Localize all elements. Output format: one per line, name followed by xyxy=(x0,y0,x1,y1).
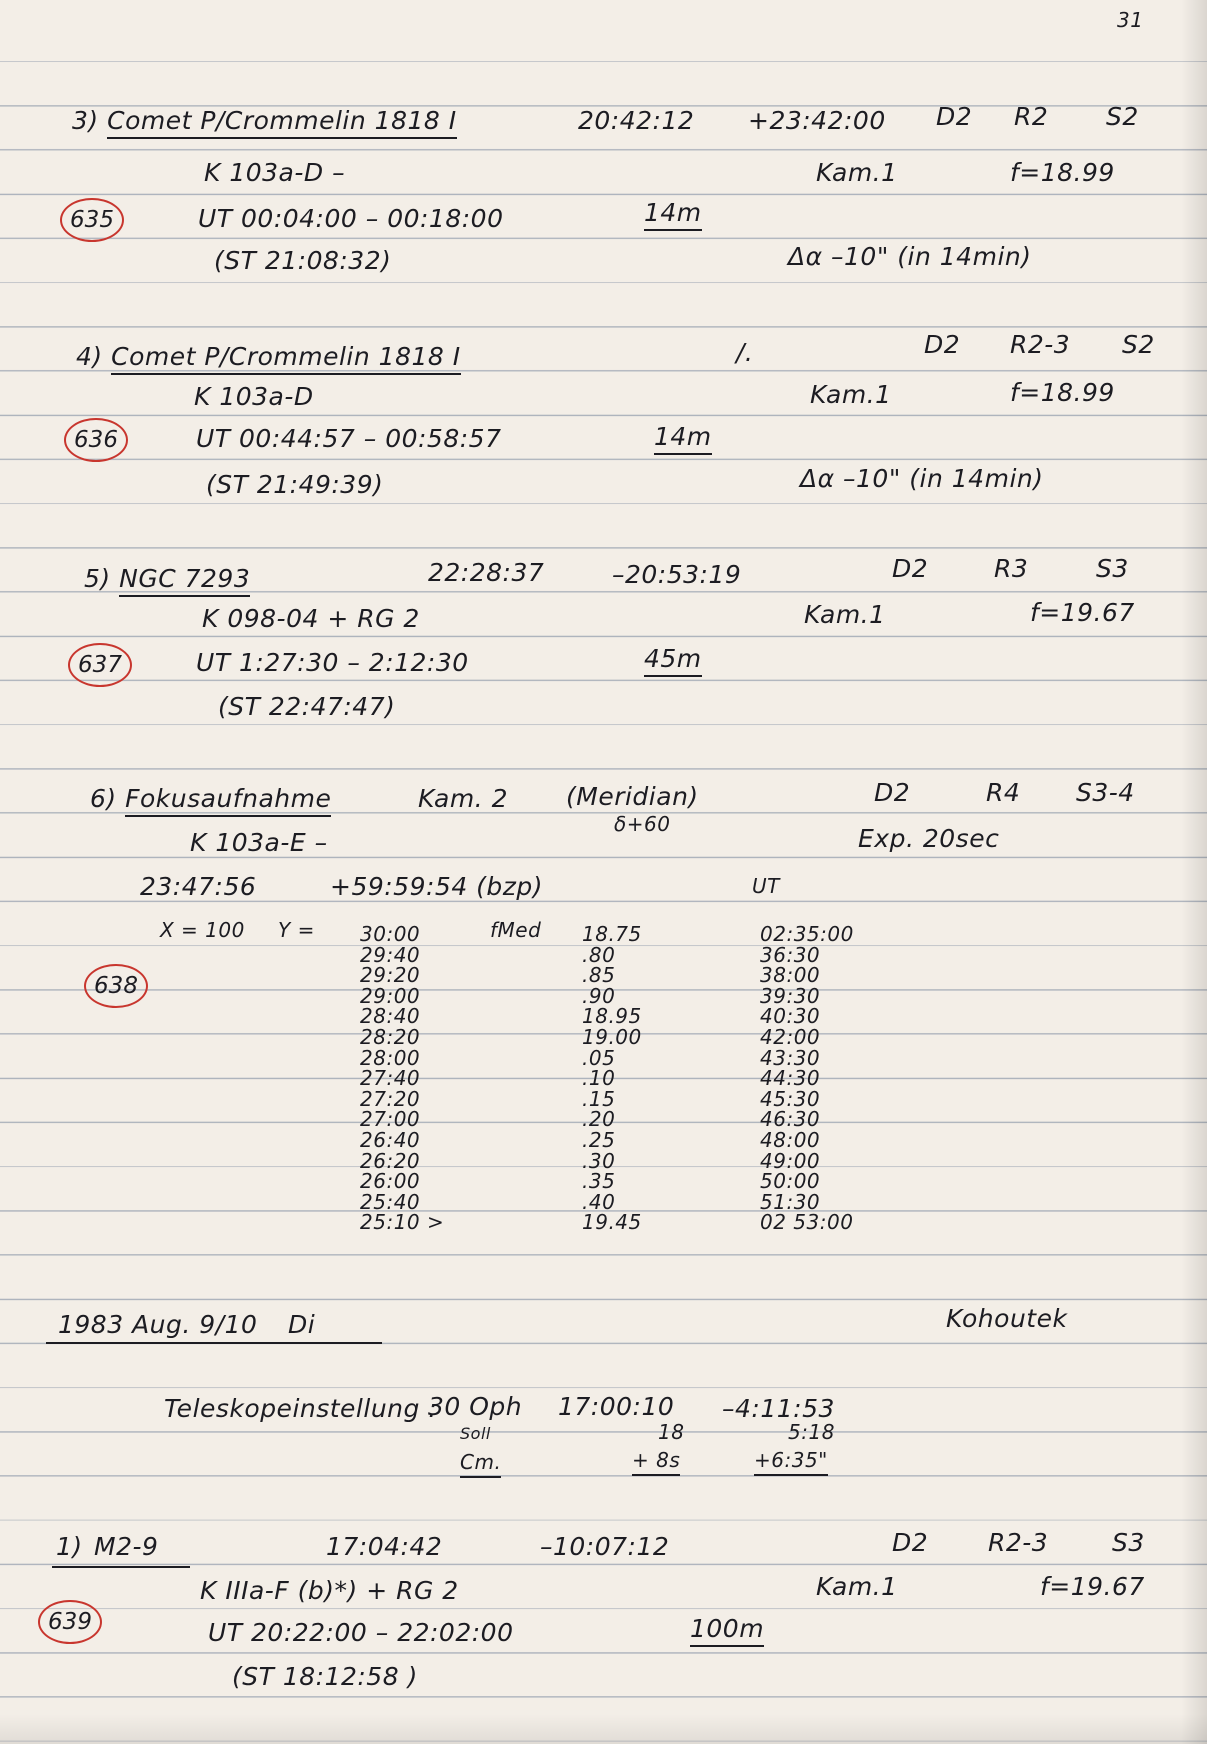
camera: Kam.1 xyxy=(804,600,886,629)
rating-s: S3 xyxy=(1096,554,1129,583)
exposure-note: Exp. 20sec xyxy=(858,824,1000,853)
rating-s: S2 xyxy=(1106,102,1139,131)
plate: K 103a-D – xyxy=(204,158,346,187)
focus-row-y: 29:40 xyxy=(360,943,421,967)
focus-row-value: .15 xyxy=(582,1087,616,1111)
setting-dec-corr: +6:35" xyxy=(754,1450,828,1470)
focus-row-value: 18.95 xyxy=(582,1004,642,1028)
focus-row-ut: 51:30 xyxy=(760,1190,821,1214)
plate: K IIIa-F (b)*) + RG 2 xyxy=(200,1576,459,1605)
focus-row-y: 25:40 xyxy=(360,1190,421,1214)
focus-row-y: 29:20 xyxy=(360,963,421,987)
entry-heading xyxy=(90,786,331,811)
plate-number-circle: 638 xyxy=(84,964,148,1008)
focus-row-value: .90 xyxy=(582,984,616,1008)
sidereal-time: (ST 21:49:39) xyxy=(206,470,384,499)
date-underline xyxy=(46,1342,382,1344)
rating-s: S2 xyxy=(1122,330,1155,359)
exposure: 100m xyxy=(690,1616,764,1641)
object-underline xyxy=(52,1566,190,1568)
ut-range: UT 00:04:00 – 00:18:00 xyxy=(198,204,504,233)
exposure: 14m xyxy=(644,200,702,225)
delta-note: δ+60 xyxy=(614,812,671,836)
focus-row-y: 26:40 xyxy=(360,1128,421,1152)
focus-row-ut: 39:30 xyxy=(760,984,821,1008)
focus-row-y: 25:10 > xyxy=(360,1210,445,1234)
plate-number-circle: 639 xyxy=(38,1600,102,1644)
y-label: Y = xyxy=(278,918,315,942)
focus-row-ut: 50:00 xyxy=(760,1169,821,1193)
focus-row-value: .35 xyxy=(582,1169,616,1193)
focus-row-y: 30:00 xyxy=(360,922,421,946)
focus-row-value: .80 xyxy=(582,943,616,967)
exposure: 45m xyxy=(644,646,702,671)
camera: Kam.1 xyxy=(810,380,892,409)
setting-ra-corr: + 8s xyxy=(632,1450,680,1470)
focus-row-y: 27:00 xyxy=(360,1107,421,1131)
camera: Kam.1 xyxy=(816,158,898,187)
rating-d: D2 xyxy=(924,330,961,359)
entry-heading xyxy=(72,108,457,133)
ra: 20:42:12 xyxy=(578,106,695,135)
rating-s: S3-4 xyxy=(1076,778,1135,807)
setting-ra: 17:00:10 xyxy=(558,1392,675,1421)
focus-row-value: 19.45 xyxy=(582,1210,642,1234)
focus-header: fMed xyxy=(490,918,542,942)
x-value: X = 100 xyxy=(160,918,245,942)
drift-note: Δα –10" (in 14min) xyxy=(800,464,1044,493)
plate: K 098-04 + RG 2 xyxy=(202,604,420,633)
entry-heading xyxy=(76,344,461,369)
dec: –10:07:12 xyxy=(540,1532,670,1561)
setting-ra-diff: 18 xyxy=(658,1420,685,1444)
focus-row-y: 29:00 xyxy=(360,984,421,1008)
observer-name: Kohoutek xyxy=(946,1304,1068,1333)
dec: +23:42:00 xyxy=(748,106,886,135)
focus: f=18.99 xyxy=(1010,158,1115,187)
focus: f=18.99 xyxy=(1010,378,1115,407)
focus-row-y: 26:00 xyxy=(360,1169,421,1193)
rating-d: D2 xyxy=(936,102,973,131)
setting-label: Teleskopeinstellung : xyxy=(164,1394,438,1423)
entry-number: 3) xyxy=(72,106,99,135)
ut-range: UT 00:44:57 – 00:58:57 xyxy=(196,424,502,453)
rating-s: S3 xyxy=(1112,1528,1145,1557)
camera: Kam.1 xyxy=(816,1572,898,1601)
ut-header: UT xyxy=(752,874,780,898)
focus-row-value: .20 xyxy=(582,1107,616,1131)
drift-note: Δα –10" (in 14min) xyxy=(788,242,1032,271)
setting-dec-diff: 5:18 xyxy=(788,1420,835,1444)
sidereal-time: (ST 21:08:32) xyxy=(214,246,392,275)
object-name: NGC 7293 xyxy=(119,564,250,597)
rating-r: R3 xyxy=(994,554,1029,583)
sidereal-time: (ST 22:47:47) xyxy=(218,692,396,721)
focus-row-ut: 42:00 xyxy=(760,1025,821,1049)
entry-number: 6) xyxy=(90,784,117,813)
focus-row-value: .10 xyxy=(582,1066,616,1090)
dec: –20:53:19 xyxy=(612,560,742,589)
focus-row-value: .25 xyxy=(582,1128,616,1152)
setting-soll: Soll xyxy=(460,1424,491,1443)
entry-number: 1) xyxy=(56,1532,83,1561)
focus: f=19.67 xyxy=(1030,598,1135,627)
focus-row-ut: 36:30 xyxy=(760,943,821,967)
focus-row-y: 26:20 xyxy=(360,1149,421,1173)
plate-number-circle: 635 xyxy=(60,198,124,242)
focus-row-ut: 43:30 xyxy=(760,1046,821,1070)
focus-row-value: .85 xyxy=(582,963,616,987)
focus-row-value: .05 xyxy=(582,1046,616,1070)
dec: +59:59:54 (bzp) xyxy=(330,872,544,901)
ra: 17:04:42 xyxy=(326,1532,443,1561)
focus-row-ut: 49:00 xyxy=(760,1149,821,1173)
entry-number: 4) xyxy=(76,342,103,371)
focus-row-value: .40 xyxy=(582,1190,616,1214)
setting-dec: –4:11:53 xyxy=(722,1394,835,1423)
weekday: Di xyxy=(288,1310,316,1339)
focus-row-ut: 02:35:00 xyxy=(760,922,854,946)
focus-row-y: 27:40 xyxy=(360,1066,421,1090)
rating-r: R4 xyxy=(986,778,1021,807)
rating-d: D2 xyxy=(892,554,929,583)
focus-row-ut: 38:00 xyxy=(760,963,821,987)
object-name: Comet P/Crommelin 1818 I xyxy=(111,342,460,375)
rating-d: D2 xyxy=(892,1528,929,1557)
plate-number-circle: 637 xyxy=(68,643,132,687)
focus-row-value: 19.00 xyxy=(582,1025,642,1049)
rating-d: D2 xyxy=(874,778,911,807)
focus-row-y: 27:20 xyxy=(360,1087,421,1111)
plate: K 103a-D xyxy=(194,382,314,411)
sidereal-time: (ST 18:12:58 ) xyxy=(232,1662,418,1691)
focus-row-ut: 48:00 xyxy=(760,1128,821,1152)
focus-row-y: 28:20 xyxy=(360,1025,421,1049)
ut-range: UT 20:22:00 – 22:02:00 xyxy=(208,1618,514,1647)
ra: /. xyxy=(736,338,754,367)
mode: (Meridian) xyxy=(566,782,699,811)
date-heading: 1983 Aug. 9/10 xyxy=(58,1310,258,1339)
focus-row-ut: 44:30 xyxy=(760,1066,821,1090)
camera-2: Kam. 2 xyxy=(418,784,508,813)
focus: f=19.67 xyxy=(1040,1572,1145,1601)
object-name: Comet P/Crommelin 1818 I xyxy=(107,106,456,139)
rating-r: R2-3 xyxy=(988,1528,1049,1557)
focus-row-ut: 40:30 xyxy=(760,1004,821,1028)
focus-row-ut: 02 53:00 xyxy=(760,1210,854,1234)
focus-row-y: 28:00 xyxy=(360,1046,421,1070)
focus-row-ut: 45:30 xyxy=(760,1087,821,1111)
focus-row-value: .30 xyxy=(582,1149,616,1173)
rating-r: R2-3 xyxy=(1010,330,1071,359)
focus-row-y: 28:40 xyxy=(360,1004,421,1028)
rating-r: R2 xyxy=(1014,102,1049,131)
focus-row-ut: 46:30 xyxy=(760,1107,821,1131)
object-name: Fokusaufnahme xyxy=(125,784,331,817)
entry-heading xyxy=(84,566,250,591)
entry-number: 5) xyxy=(84,564,111,593)
exposure: 14m xyxy=(654,424,712,449)
page-number: 31 xyxy=(1117,8,1144,32)
object-name: M2-9 xyxy=(94,1532,159,1561)
focus-row-value: 18.75 xyxy=(582,922,642,946)
setting-star: 30 Oph xyxy=(428,1392,523,1421)
setting-cm: Cm. xyxy=(460,1452,501,1472)
ra: 23:47:56 xyxy=(140,872,257,901)
plate-number-circle: 636 xyxy=(64,418,128,462)
plate: K 103a-E – xyxy=(190,828,328,857)
ra: 22:28:37 xyxy=(428,558,545,587)
ut-range: UT 1:27:30 – 2:12:30 xyxy=(196,648,469,677)
